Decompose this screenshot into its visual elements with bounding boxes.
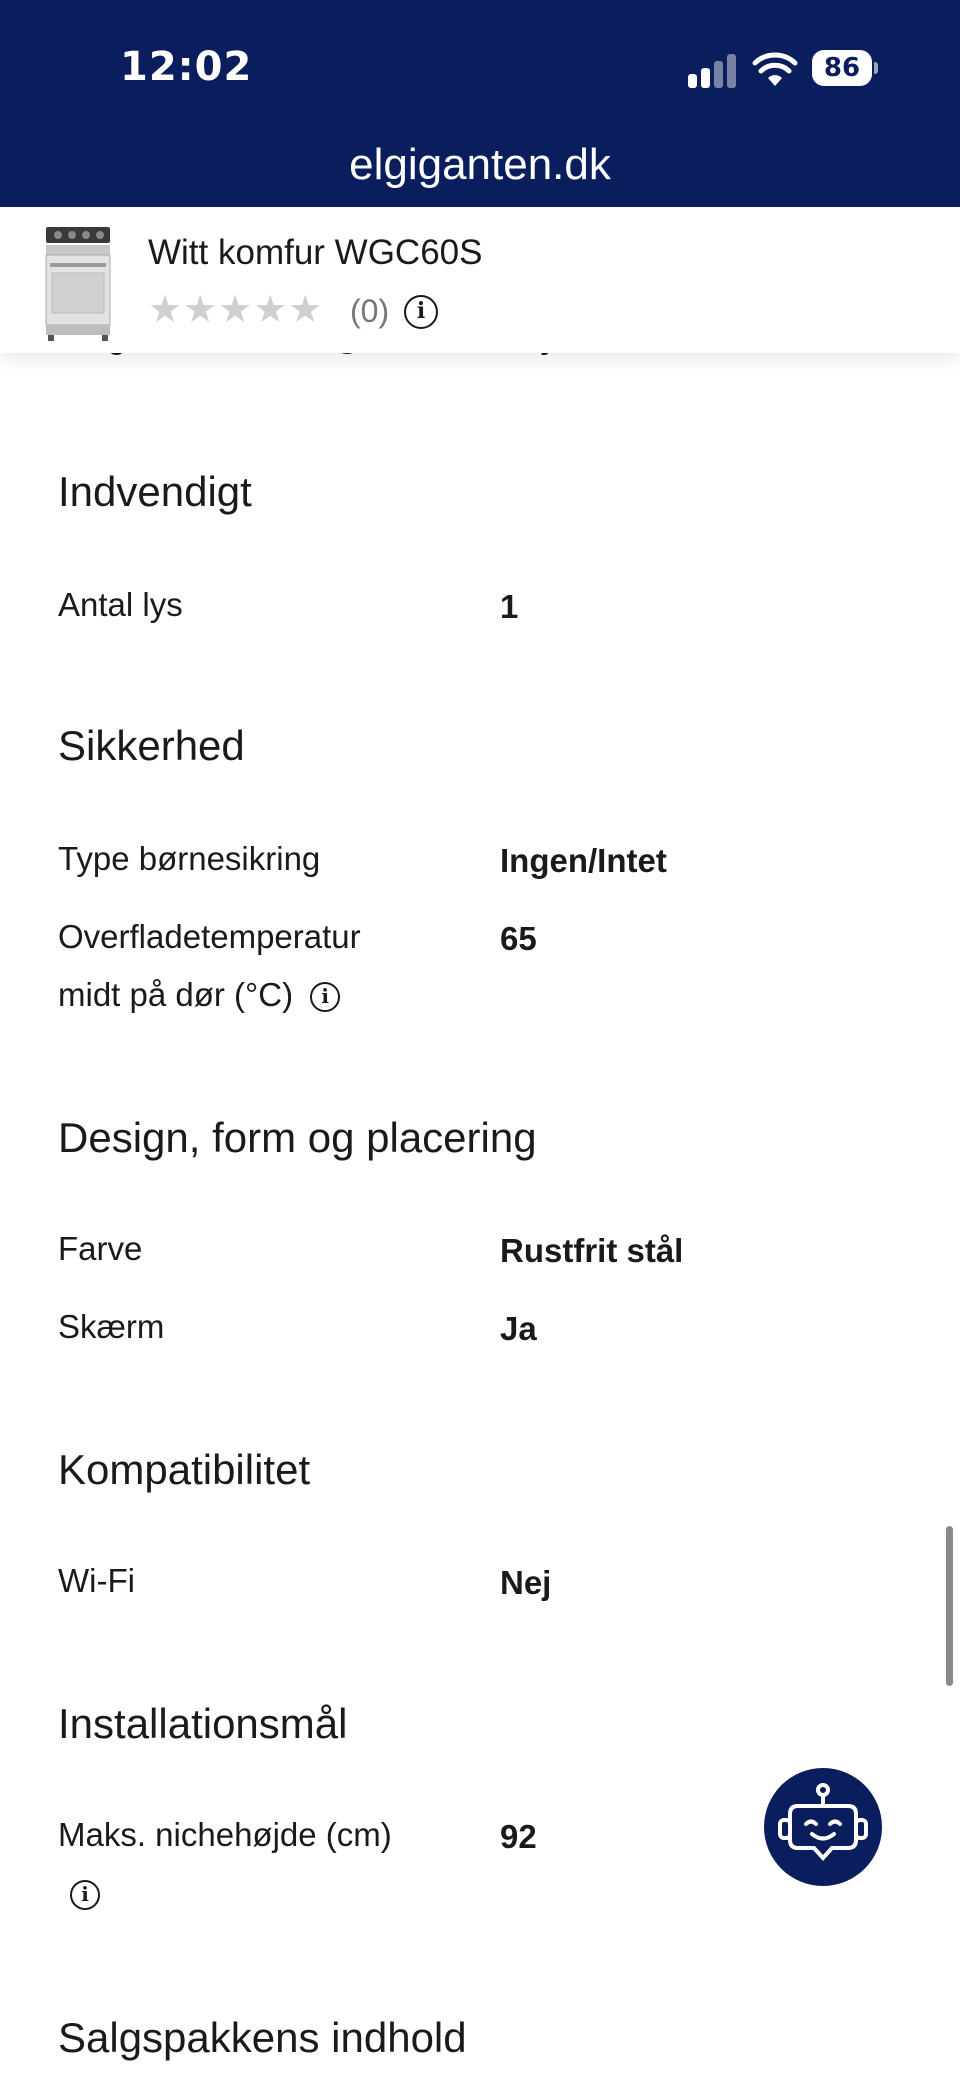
spec-label-maks-nichehoejde [58,1806,392,1922]
spec-label-line2-text: midt på dør (°C) [58,976,294,1013]
scrollbar-thumb[interactable] [946,1526,953,1686]
spec-value-type-boernesikring: Ingen/Intet [500,842,667,879]
section-title-salgspakkens-indhold: Salgspakkens indhold [58,2014,467,2061]
product-thumbnail[interactable] [40,223,116,341]
url-bar[interactable]: elgiganten.dk [349,140,611,189]
section-title-design: Design, form og placering [58,1114,537,1161]
spec-value-skaerm: Ja [500,1310,537,1347]
spec-label-antal-lys: Antal lys [58,586,183,623]
battery-tip-icon [874,62,878,74]
spec-value-wifi: Nej [500,1564,552,1601]
rating-count[interactable]: (0) [350,293,390,329]
browser-top-bar [0,0,960,207]
chatbot-icon [764,1768,882,1886]
spec-value-overfladetemperatur: 65 [500,920,537,957]
spec-value-antal-lys: 1 [500,588,519,625]
spec-label-type-boernesikring: Type børnesikring [58,840,321,877]
spec-label-skaerm: Skærm [58,1308,165,1345]
cellular-signal-icon [688,54,738,88]
spec-label-line1: Overfladetemperatur [58,918,361,955]
info-icon[interactable]: i [310,982,340,1012]
sticky-product-header [0,207,960,353]
wifi-icon [752,50,798,90]
spec-value-farve: Rustfrit stål [500,1232,684,1269]
section-title-sikkerhed: Sikkerhed [58,722,245,769]
battery-indicator: 86 [812,50,872,86]
rating-info-icon[interactable]: i [404,295,438,329]
status-time: 12:02 [120,44,253,90]
info-icon[interactable]: i [70,1880,100,1910]
chatbot-button[interactable] [764,1768,882,1886]
spec-label-text: Maks. nichehøjde (cm) [58,1816,392,1853]
section-title-installationsmaal: Installationsmål [58,1700,348,1747]
spec-label-farve: Farve [58,1230,143,1267]
spec-label-wifi: Wi-Fi [58,1562,135,1599]
rating-stars[interactable]: ★★★★★ [148,287,324,331]
section-title-kompatibilitet: Kompatibilitet [58,1446,311,1493]
spec-label-line2 [58,966,361,1024]
spec-value-maks-nichehoejde: 92 [500,1818,537,1855]
spec-label-overfladetemperatur [58,908,361,1024]
spec-label-info [58,1864,392,1922]
section-title-indvendigt: Indvendigt [58,468,252,515]
product-name[interactable]: Witt komfur WGC60S [148,233,483,272]
